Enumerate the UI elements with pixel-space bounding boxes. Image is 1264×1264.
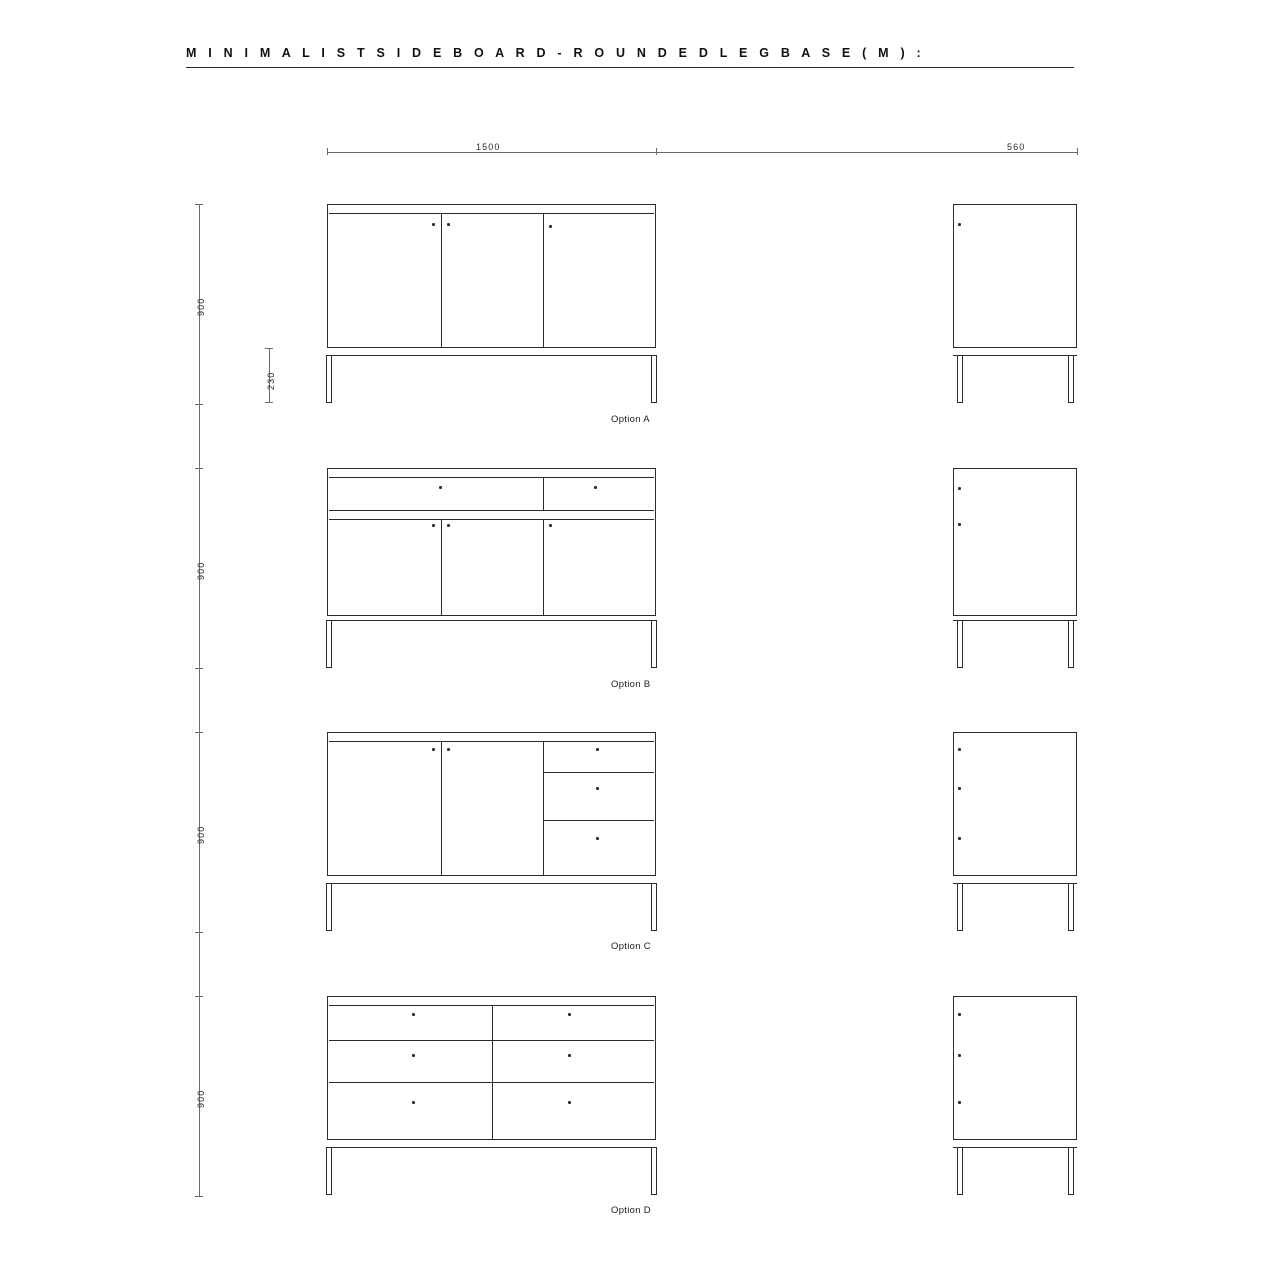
option-a-leg-2-inner [651, 355, 652, 403]
option-d-handle-1 [412, 1013, 415, 1016]
option-b-door-divider-1 [441, 519, 442, 615]
left-scale-tick-4 [195, 732, 203, 733]
option-a-side-base-rail [953, 355, 1077, 356]
option-c-bank-divider [543, 741, 544, 875]
option-a-handle-3 [549, 225, 552, 228]
page-title: M I N I M A L I S T S I D E B O A R D - R O U N D E D L E G B A S E ( M ) : [186, 46, 925, 60]
option-b-leg-2-inner [651, 620, 652, 668]
option-d-side-foot-2 [1068, 1194, 1074, 1195]
option-a-side-handle [958, 223, 961, 226]
option-d-drawer-divider-1 [329, 1040, 654, 1041]
option-c-foot-2 [651, 930, 657, 931]
option-c-top-rail [329, 741, 654, 742]
option-c-drawer-divider-2 [543, 820, 654, 821]
option-d-base-rail [327, 1147, 656, 1148]
option-a-handle-1 [432, 223, 435, 226]
left-scale-tick-0 [195, 204, 203, 205]
option-a-leg-1-outer [326, 355, 327, 403]
top-dim-line [327, 152, 1077, 153]
option-b-leg-1-inner [331, 620, 332, 668]
option-c-drawer-handle-1 [596, 748, 599, 751]
option-b-side-leg-1-outer [962, 620, 963, 668]
left-scale-tick-6 [195, 996, 203, 997]
option-c-door-divider-1 [441, 741, 442, 875]
top-dim-tick-right [1077, 148, 1078, 155]
option-b-drawer-handle-2 [594, 486, 597, 489]
option-c-side-handle-3 [958, 837, 961, 840]
option-c-side-handle-2 [958, 787, 961, 790]
option-d-side-leg-2-inner [1068, 1147, 1069, 1195]
option-c-side-leg-2-inner [1068, 883, 1069, 931]
top-dim-tick-left [327, 148, 328, 155]
top-dim-tick-mid [656, 148, 657, 155]
option-d-handle-2 [568, 1013, 571, 1016]
left-scale-tick-3 [195, 668, 203, 669]
dim-height-option-a: 900 [196, 297, 206, 316]
option-d-foot-1 [326, 1194, 332, 1195]
option-b-drawer-handle-1 [439, 486, 442, 489]
option-b-top-rail [329, 477, 654, 478]
option-c-side-leg-2-outer [1073, 883, 1074, 931]
option-d-side-leg-1-inner [957, 1147, 958, 1195]
left-scale-tick-2 [195, 468, 203, 469]
option-d-side-leg-2-outer [1073, 1147, 1074, 1195]
option-d-side-handle-1 [958, 1013, 961, 1016]
option-b-door-top-rail [329, 519, 654, 520]
option-a-door-divider-1 [441, 213, 442, 347]
leg-dim-tick-bottom [265, 402, 273, 403]
option-d-leg-2-outer [656, 1147, 657, 1195]
dim-width-front: 1500 [476, 142, 501, 152]
option-c-drawer-handle-2 [596, 787, 599, 790]
option-c-side-leg-1-inner [957, 883, 958, 931]
option-b-handle-2 [447, 524, 450, 527]
option-d-side-base-rail [953, 1147, 1077, 1148]
option-d-foot-2 [651, 1194, 657, 1195]
option-b-side-handle-2 [958, 523, 961, 526]
option-a-side-foot-2 [1068, 402, 1074, 403]
dim-leg-height: 230 [266, 371, 276, 390]
option-c-side-base-rail [953, 883, 1077, 884]
option-b-side-foot-1 [957, 667, 963, 668]
option-d-handle-5 [412, 1101, 415, 1104]
option-b-drawer-row-divider [329, 510, 654, 511]
option-b-side-foot-2 [1068, 667, 1074, 668]
option-c-leg-2-outer [656, 883, 657, 931]
option-b-side-handle-1 [958, 487, 961, 490]
option-b-door-divider-2 [543, 519, 544, 615]
option-b-side-carcass [953, 468, 1077, 616]
option-a-side-leg-1-inner [957, 355, 958, 403]
option-a-top-rail [329, 213, 654, 214]
option-a-handle-2 [447, 223, 450, 226]
option-a-leg-2-outer [656, 355, 657, 403]
option-d-side-leg-1-outer [962, 1147, 963, 1195]
title-block [186, 46, 1074, 68]
option-d-side-carcass [953, 996, 1077, 1140]
option-a-leg-1-inner [331, 355, 332, 403]
option-d-side-handle-3 [958, 1101, 961, 1104]
option-b-side-leg-2-outer [1073, 620, 1074, 668]
title-underline [186, 67, 1074, 68]
option-b-foot-2 [651, 667, 657, 668]
dim-width-side: 560 [1007, 142, 1026, 152]
option-c-label: Option C [611, 941, 651, 952]
option-b-label: Option B [611, 679, 651, 690]
option-a-carcass [327, 204, 656, 348]
option-b-foot-1 [326, 667, 332, 668]
option-c-side-foot-1 [957, 930, 963, 931]
dim-height-option-b: 900 [196, 561, 206, 580]
option-b-drawer-divider [543, 477, 544, 510]
option-b-side-base-rail [953, 620, 1077, 621]
option-a-door-divider-2 [543, 213, 544, 347]
option-d-leg-1-inner [331, 1147, 332, 1195]
option-c-drawer-divider-1 [543, 772, 654, 773]
option-d-handle-4 [568, 1054, 571, 1057]
option-d-side-foot-1 [957, 1194, 963, 1195]
option-a-label: Option A [611, 414, 650, 425]
option-c-side-foot-2 [1068, 930, 1074, 931]
option-c-leg-1-inner [331, 883, 332, 931]
option-a-side-leg-1-outer [962, 355, 963, 403]
option-c-base-rail [327, 883, 656, 884]
left-scale-tick-7 [195, 1196, 203, 1197]
left-scale-tick-1 [195, 404, 203, 405]
option-d-leg-1-outer [326, 1147, 327, 1195]
option-d-column-divider [492, 1005, 493, 1139]
option-a-side-carcass [953, 204, 1077, 348]
option-b-side-leg-1-inner [957, 620, 958, 668]
option-a-side-leg-2-inner [1068, 355, 1069, 403]
option-c-foot-1 [326, 930, 332, 931]
option-d-handle-3 [412, 1054, 415, 1057]
option-c-side-handle-1 [958, 748, 961, 751]
option-c-leg-2-inner [651, 883, 652, 931]
option-d-drawer-divider-2 [329, 1082, 654, 1083]
option-b-leg-1-outer [326, 620, 327, 668]
option-a-foot-2 [651, 402, 657, 403]
option-d-label: Option D [611, 1205, 651, 1216]
option-d-leg-2-inner [651, 1147, 652, 1195]
option-c-leg-1-outer [326, 883, 327, 931]
dim-height-option-d: 900 [196, 1089, 206, 1108]
option-b-carcass [327, 468, 656, 616]
option-b-handle-3 [549, 524, 552, 527]
option-c-handle-1 [432, 748, 435, 751]
option-c-side-leg-1-outer [962, 883, 963, 931]
option-a-base-rail [327, 355, 656, 356]
option-d-handle-6 [568, 1101, 571, 1104]
option-a-side-leg-2-outer [1073, 355, 1074, 403]
option-c-drawer-handle-3 [596, 837, 599, 840]
dim-height-option-c: 900 [196, 825, 206, 844]
option-b-leg-2-outer [656, 620, 657, 668]
option-d-side-handle-2 [958, 1054, 961, 1057]
leg-dim-tick-top [265, 348, 273, 349]
option-a-side-foot-1 [957, 402, 963, 403]
option-c-handle-2 [447, 748, 450, 751]
option-b-side-leg-2-inner [1068, 620, 1069, 668]
option-b-handle-1 [432, 524, 435, 527]
option-b-base-rail [327, 620, 656, 621]
option-a-foot-1 [326, 402, 332, 403]
left-scale-tick-5 [195, 932, 203, 933]
option-c-side-carcass [953, 732, 1077, 876]
left-scale-line [199, 204, 200, 1196]
option-c-carcass [327, 732, 656, 876]
